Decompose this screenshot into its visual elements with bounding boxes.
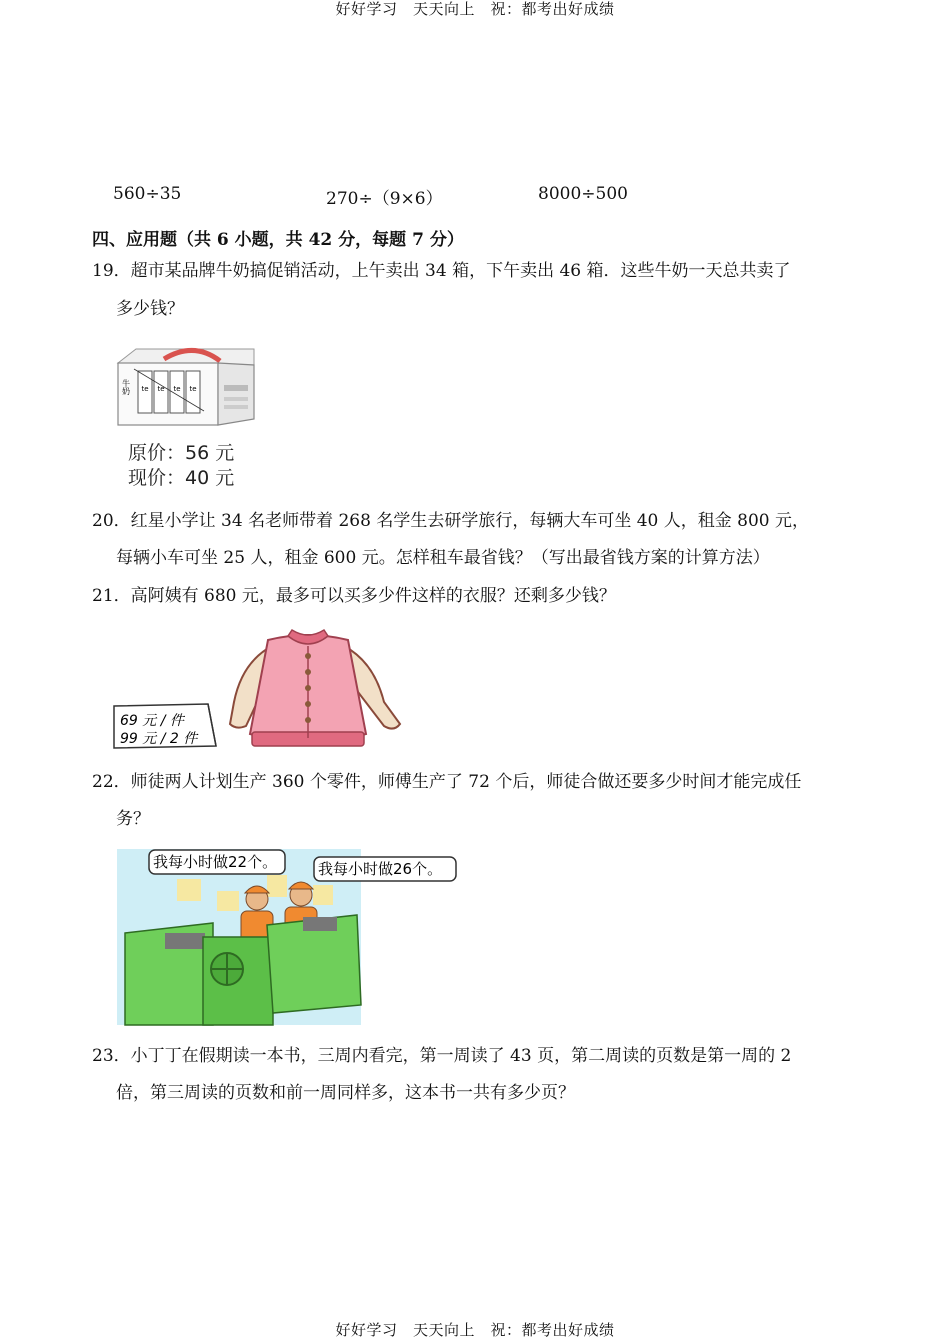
q23-line2: 倍，第三周读的页数和前一周同样多，这本书一共有多少页？ [116, 1083, 575, 1103]
q19-line1: 19．超市某品牌牛奶搞促销活动，上午卖出 34 箱，下午卖出 46 箱．这些牛奶一天总共卖了 [92, 261, 791, 281]
q22-line2: 务？ [116, 809, 150, 829]
calc-3: 8000÷500 [538, 184, 628, 204]
milk-box-figure [112, 345, 262, 490]
section-title: 四、应用题（共 6 小题，共 42 分，每题 7 分） [92, 230, 464, 250]
speech-bubble-2: 我每小时做26个。 [318, 860, 443, 878]
calc-1: 560÷35 [113, 184, 182, 204]
speech-bubble-1: 我每小时做22个。 [153, 853, 278, 871]
milk-box-label: 牛奶 [121, 379, 131, 395]
jacket-figure [112, 622, 407, 757]
price-per-two: 99 元 / 2 件 [120, 731, 198, 747]
calc-2: 270÷（9×6） [326, 189, 443, 209]
svg-text:te: te [189, 385, 197, 393]
page-footer: 好好学习 天天向上 祝：都考出好成绩 [335, 1321, 615, 1339]
svg-text:te: te [173, 385, 181, 393]
q20-line2: 每辆小车可坐 25 人，租金 600 元。怎样租车最省钱？（写出最省钱方案的计算方法） [116, 548, 770, 568]
q19-line2: 多少钱？ [116, 299, 184, 319]
q21-line1: 21．高阿姨有 680 元，最多可以买多少件这样的衣服？还剩多少钱？ [92, 586, 616, 606]
q22-line1: 22．师徒两人计划生产 360 个零件，师傅生产了 72 个后，师徒合做还要多少时间才能完成任 [92, 772, 802, 792]
page-header: 好好学习 天天向上 祝：都考出好成绩 [335, 0, 615, 18]
original-price: 原价：56 元 [128, 442, 235, 464]
svg-text:te: te [141, 385, 149, 393]
svg-text:te: te [157, 385, 165, 393]
q20-line1: 20．红星小学让 34 名老师带着 268 名学生去研学旅行，每辆大车可坐 40 人，租金 800 元， [92, 511, 810, 531]
q23-line1: 23．小丁丁在假期读一本书，三周内看完，第一周读了 43 页，第二周读的页数是第一周的 2 [92, 1046, 792, 1066]
price-per-piece: 69 元 / 件 [120, 713, 184, 729]
workers-figure [117, 849, 457, 1027]
current-price: 现价：40 元 [128, 467, 235, 489]
